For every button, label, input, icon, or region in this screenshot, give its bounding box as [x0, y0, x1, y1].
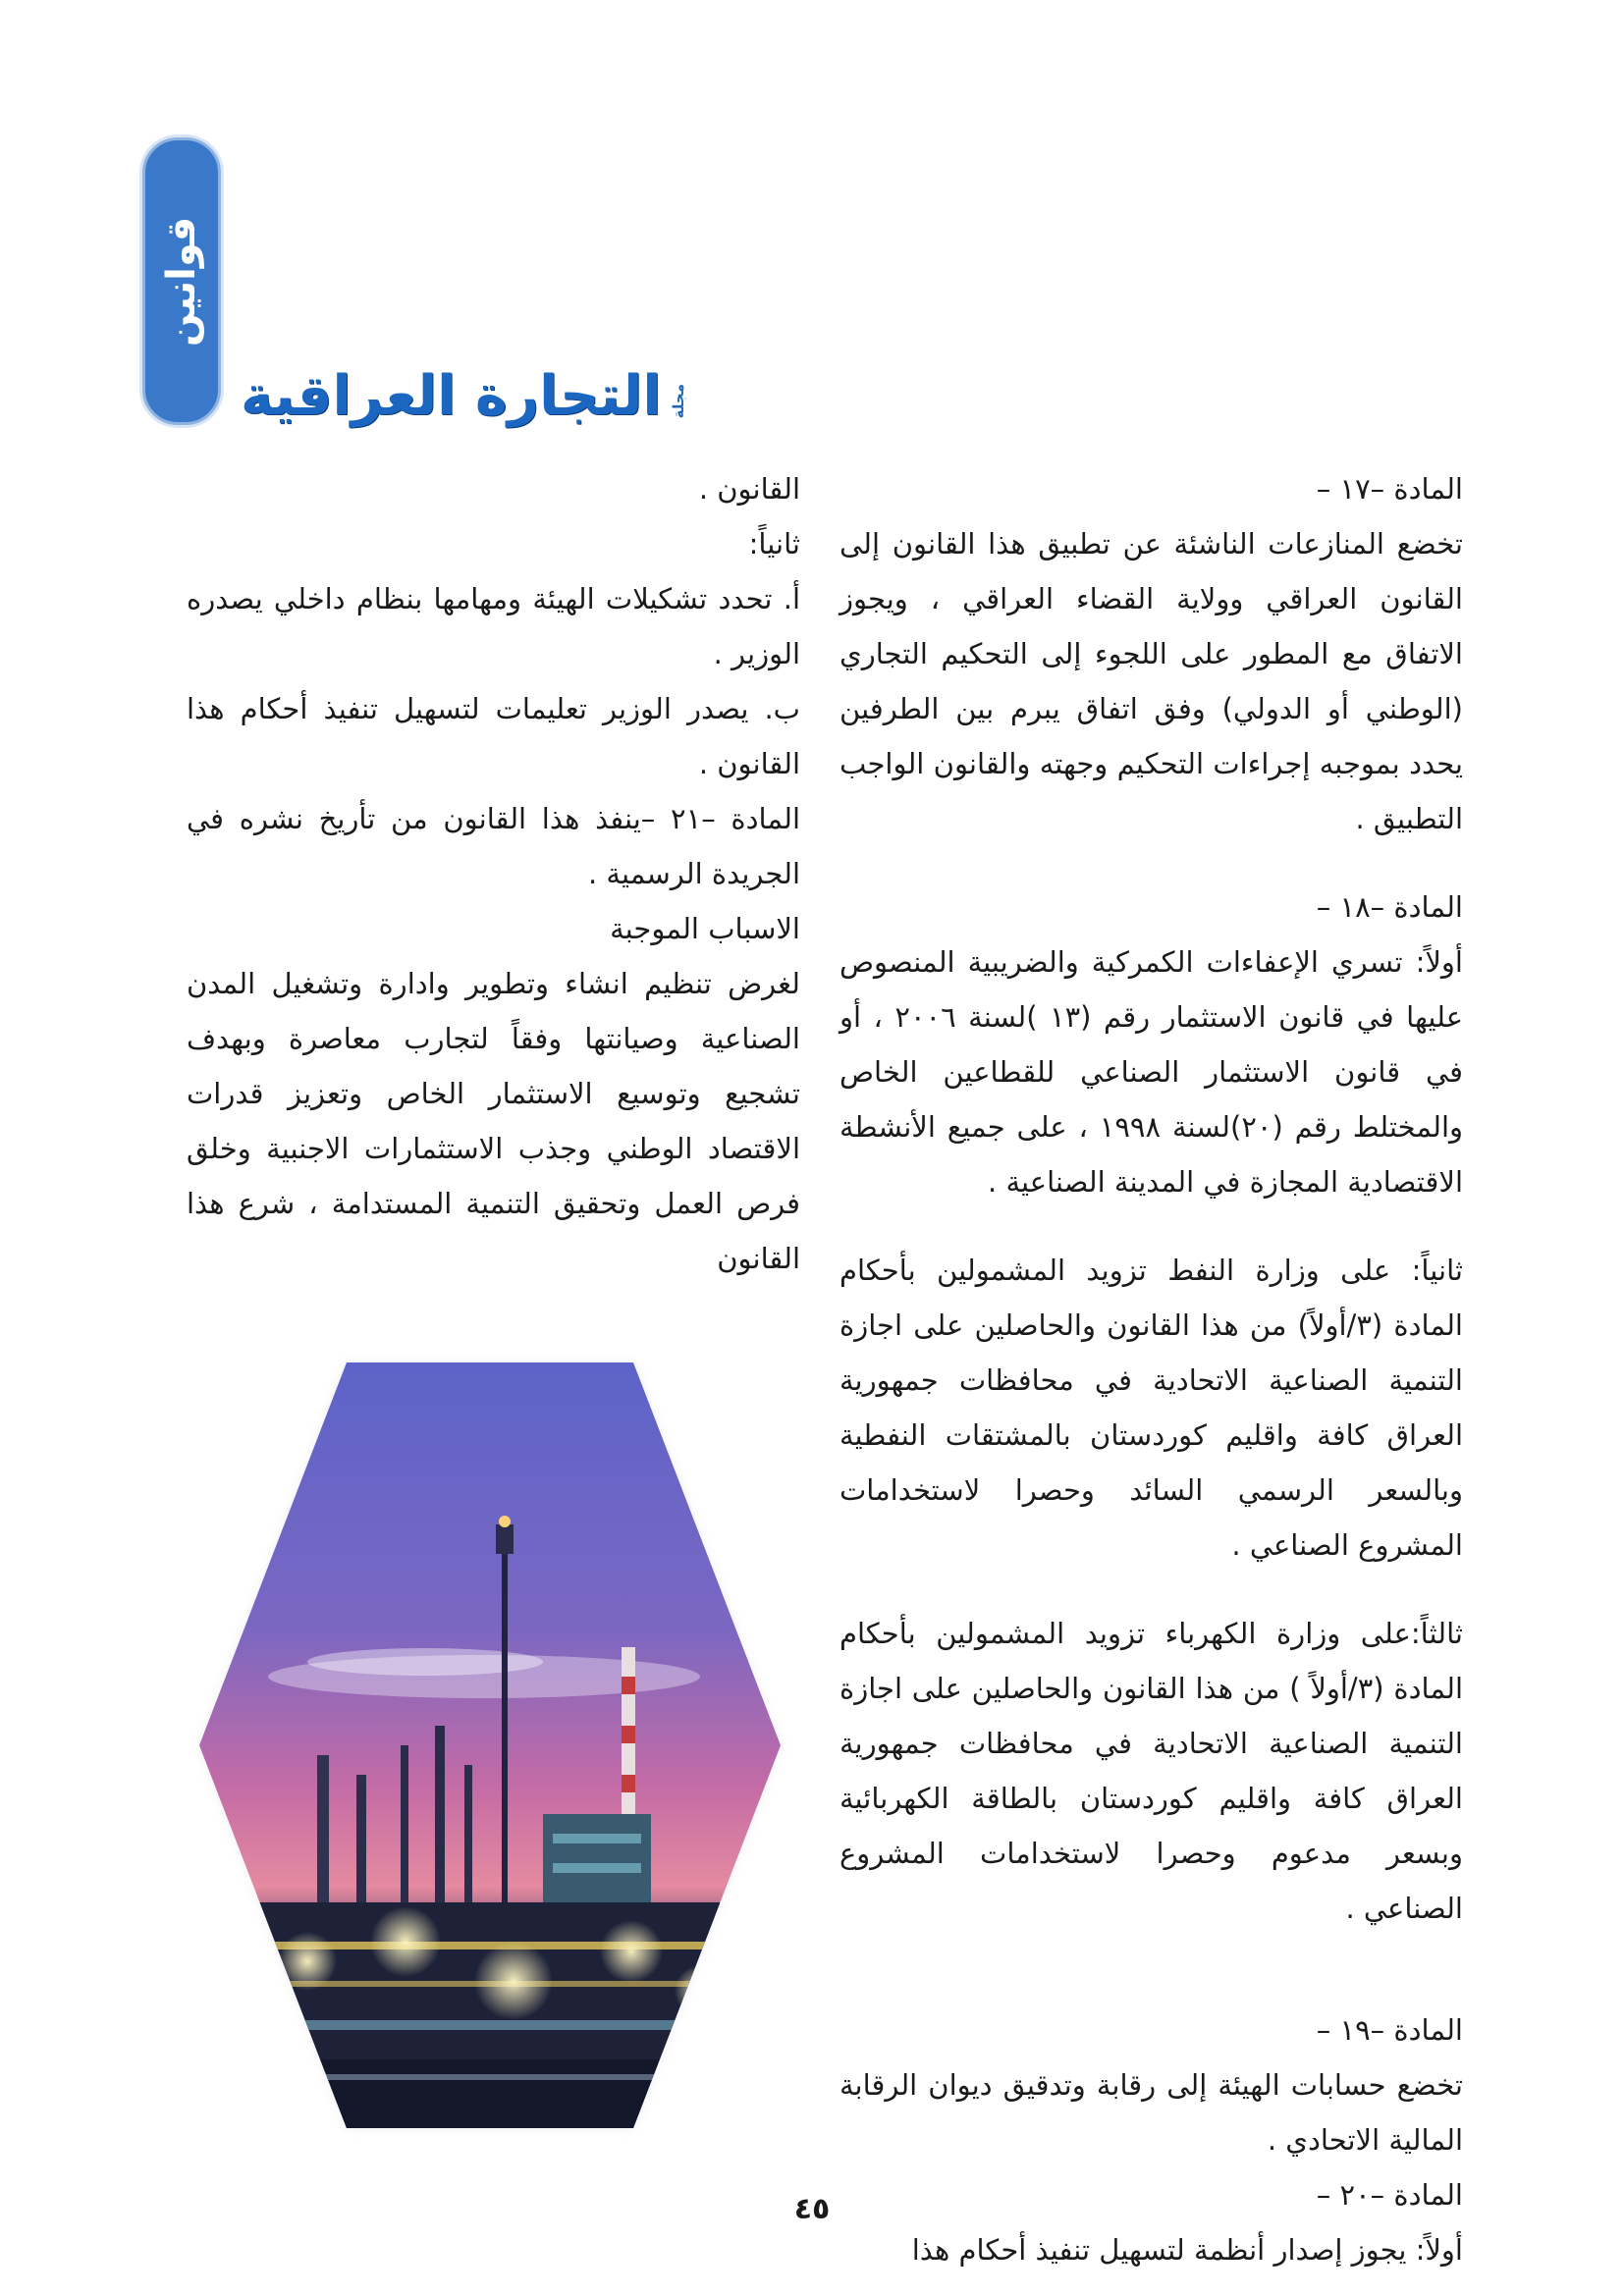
- paragraph-gap: [839, 846, 1463, 880]
- section-tab: [142, 137, 221, 425]
- article-18-heading: المادة –١٨ –: [1316, 890, 1463, 924]
- justification-text: لغرض تنظيم انشاء وتطوير وادارة وتشغيل المدن الصناعية وصيانتها وفقاً لتجارب معاصرة وبهدف تشجيع وتوسيع الاستثمار الخاص وتعزيز قدرات الاقتصاد الوطني وجذب الاستثمارات الاجنبية وخلق فرص العمل وتحقيق التنمية المستدامة ، شرع هذا القانون: [187, 967, 800, 1275]
- second-clause-heading: ثانياً:: [748, 527, 800, 561]
- article-19-text: تخضع حسابات الهيئة إلى رقابة وتدقيق ديوان الرقابة المالية الاتحادي .: [839, 2068, 1463, 2157]
- clause-a: أ. تحدد تشكيلات الهيئة ومهامها بنظام داخلي يصدره الوزير .: [187, 582, 800, 670]
- magazine-logo-title: التجارة العراقية: [241, 364, 662, 428]
- article-17-text: تخضع المنازعات الناشئة عن تطبيق هذا القانون إلى القانون العراقي وولاية القضاء العراقي ، ويجوز الاتفاق مع المطور على اللجوء إلى التحكيم التجاري (الوطني أو الدولي) وفق اتفاق يبرم بين الطرفين يحدد بموجبه إجراءات التحكيم وجهته والقانون الواجب التطبيق .: [839, 527, 1463, 835]
- article-18-second: ثانياً: على وزارة النفط تزويد المشمولين بأحكام المادة (٣/أولاً) من هذا القانون والحاصلين على اجازة التنمية الصناعية الاتحادية في محافظات جمهورية العراق كافة واقليم كوردستان بالمشتقات النفطية وبالسعر الرسمي السائد وحصرا لاستخدامات المشروع الصناعي .: [839, 1254, 1463, 1562]
- magazine-logo: [241, 346, 687, 428]
- article-19-heading: المادة –١٩ –: [1316, 2013, 1463, 2047]
- paragraph-gap: [839, 1573, 1463, 1606]
- article-18-first: أولاً: تسري الإعفاءات الكمركية والضريبية المنصوص عليها في قانون الاستثمار رقم (١٣ )لسنة ٢٠٠٦ ، أو في قانون الاستثمار الصناعي للقطاعين الخاص والمختلط رقم (٢٠)لسنة ١٩٩٨ ، على جميع الأنشطة الاقتصادية المجازة في المدينة الصناعية .: [839, 945, 1464, 1199]
- right-text-column: [839, 461, 1463, 2277]
- section-tab-label: قوانين: [158, 216, 204, 347]
- clause-b: ب. يصدر الوزير تعليمات لتسهيل تنفيذ أحكام هذا القانون .: [187, 692, 800, 780]
- paragraph-gap: [839, 1969, 1463, 2002]
- paragraph-gap: [839, 1936, 1463, 1969]
- article-17-heading: المادة –١٧ –: [1316, 472, 1463, 506]
- refinery-photo-svg: [189, 1353, 790, 2138]
- law-continuation: القانون .: [698, 472, 800, 506]
- refinery-photo: [189, 1353, 790, 2138]
- magazine-logo-small: مجلة: [669, 383, 687, 418]
- left-text-column: [187, 461, 800, 1286]
- article-20-first: أولاً: يجوز إصدار أنظمة لتسهيل تنفيذ أحكام هذا: [911, 2233, 1463, 2267]
- paragraph-gap: [839, 1209, 1463, 1243]
- article-21: المادة –٢١ –ينفذ هذا القانون من تأريخ نشره في الجريدة الرسمية .: [187, 802, 801, 890]
- justification-heading: الاسباب الموجبة: [610, 912, 800, 945]
- article-20-heading: المادة –٢٠ –: [1316, 2178, 1463, 2212]
- article-18-third: ثالثاً:على وزارة الكهرباء تزويد المشمولين بأحكام المادة (٣/أولاً ) من هذا القانون والحاصلين على اجازة التنمية الصناعية الاتحادية في محافظات جمهورية العراق كافة واقليم كوردستان بالطاقة الكهربائية وبسعر مدعوم وحصرا لاستخدامات المشروع الصناعي .: [839, 1617, 1463, 1925]
- page-number: ٤٥: [793, 2192, 831, 2226]
